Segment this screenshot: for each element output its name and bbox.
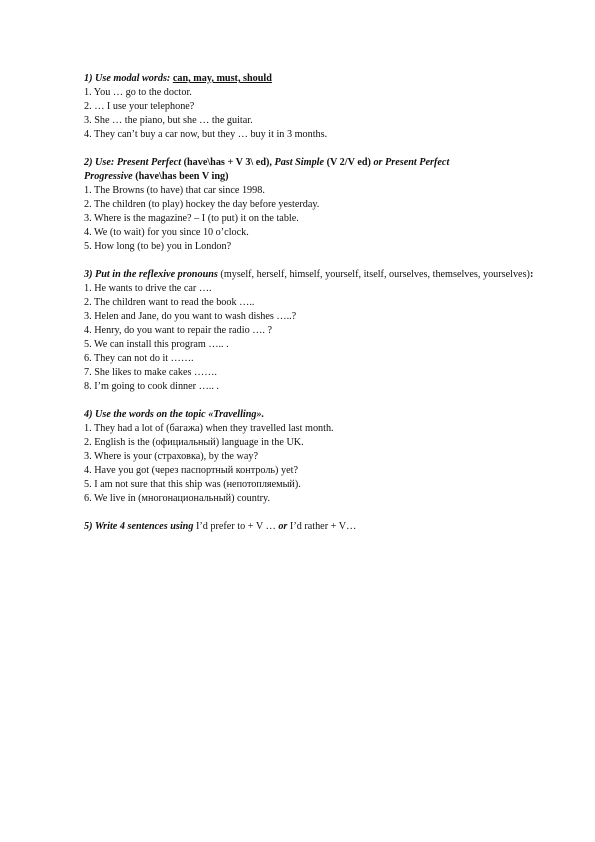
section-heading: 2) Use: Present Perfect (have\has + V 3\ ed), Past Simple (V 2/V ed) or Present Perfect xyxy=(84,157,450,168)
section-heading-cont: Progressive (have\has been V ing) xyxy=(84,171,229,182)
list-item: 5. We can install this program ….. . xyxy=(84,339,229,350)
list-item: 8. I’m going to cook dinner ….. . xyxy=(84,381,219,392)
list-item: 7. She likes to make cakes ……. xyxy=(84,367,217,378)
list-item: 4. Have you got (через паспортный контроль) yet? xyxy=(84,465,298,476)
section-travelling xyxy=(84,408,554,506)
list-item: 3. Helen and Jane, do you want to wash dishes …..? xyxy=(84,311,297,322)
section-reflexive-pronouns xyxy=(84,268,554,394)
list-item: 2. … I use your telephone? xyxy=(84,101,195,112)
list-item: 1. You … go to the doctor. xyxy=(84,87,192,98)
section-write-sentences xyxy=(84,520,554,534)
list-item: 2. The children (to play) hockey the day before yesterday. xyxy=(84,199,320,210)
list-item: 4. Henry, do you want to repair the radio …. ? xyxy=(84,325,273,336)
list-item: 2. English is the (официальный) language in the UK. xyxy=(84,437,304,448)
list-item: 1. They had a lot of (багажа) when they travelled last month. xyxy=(84,423,334,434)
list-item: 3. Where is your (страховка), by the way? xyxy=(84,451,258,462)
list-item: 5. I am not sure that this ship was (непотопляемый). xyxy=(84,479,301,490)
list-item: 6. They can not do it ……. xyxy=(84,353,194,364)
list-item: 1. He wants to drive the car …. xyxy=(84,283,212,294)
section-modal-words xyxy=(84,72,554,142)
list-item: 3. Where is the magazine? – I (to put) it on the table. xyxy=(84,213,299,224)
list-item: 6. We live in (многонациональный) country. xyxy=(84,493,271,504)
list-item: 4. They can’t buy a car now, but they … buy it in 3 months. xyxy=(84,129,328,140)
section-heading: 1) Use modal words: can, may, must, should xyxy=(84,73,272,84)
list-item: 2. The children want to read the book ….. xyxy=(84,297,255,308)
list-item: 1. The Browns (to have) that car since 1998. xyxy=(84,185,265,196)
section-heading: 5) Write 4 sentences using I’d prefer to + V … or I’d rather + V… xyxy=(84,521,357,532)
list-item: 5. How long (to be) you in London? xyxy=(84,241,232,252)
section-heading: 4) Use the words on the topic «Travelling». xyxy=(84,409,265,420)
worksheet-page xyxy=(84,72,554,548)
list-item: 4. We (to wait) for you since 10 o’clock. xyxy=(84,227,249,238)
list-item: 3. She … the piano, but she … the guitar. xyxy=(84,115,253,126)
section-tenses xyxy=(84,156,554,254)
section-heading: 3) Put in the reflexive pronouns (myself, herself, himself, yourself, itself, ourselves, themselves, yourselves): xyxy=(84,269,534,280)
